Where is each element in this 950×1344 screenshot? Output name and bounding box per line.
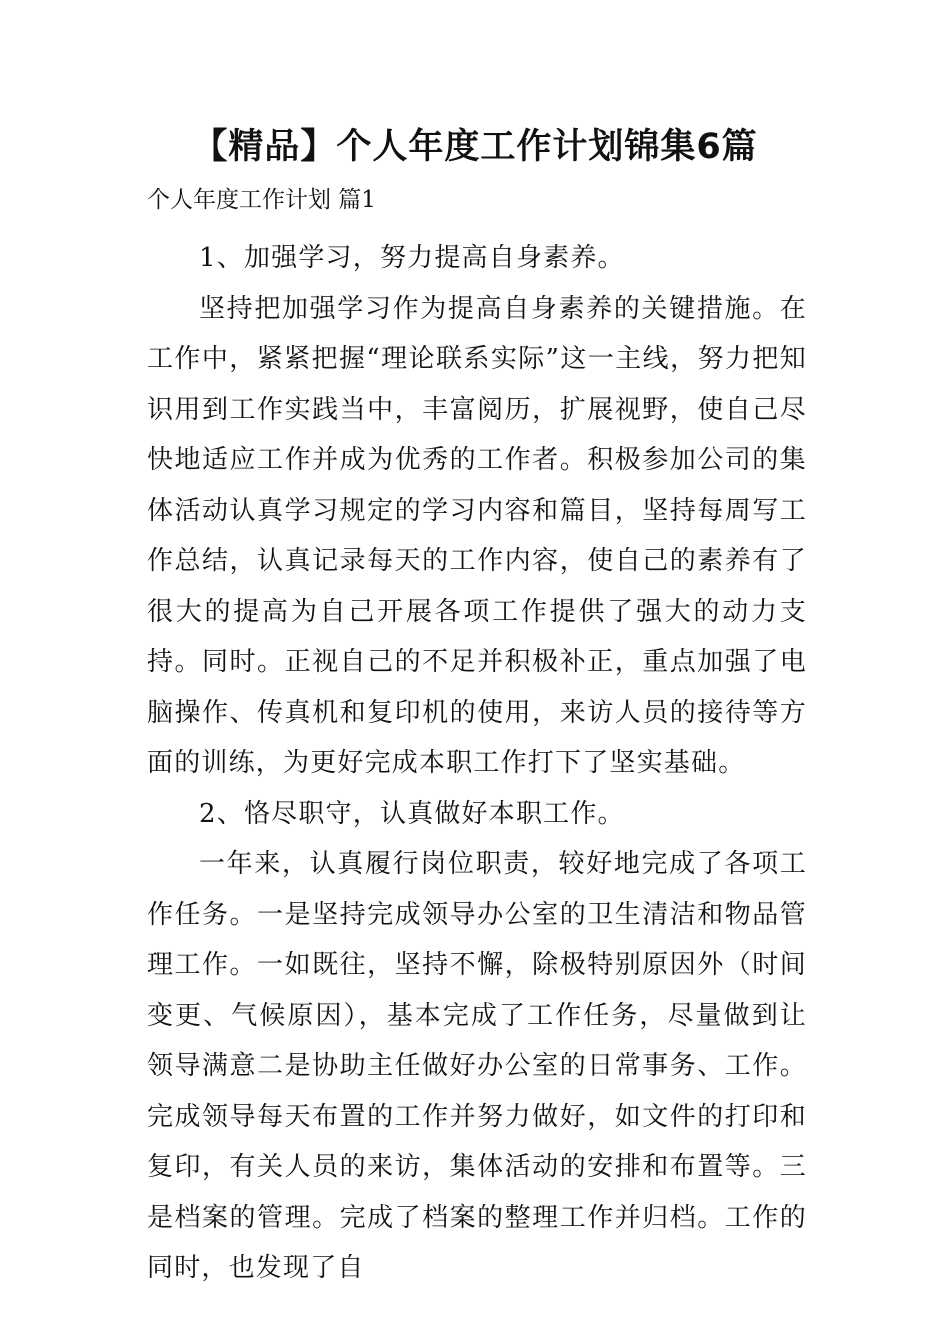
paragraph-heading-2: 2、恪尽职守，认真做好本职工作。 (199, 798, 625, 829)
paragraph-1: 坚持把加强学习作为提高自身素养的关键措施。在工作中，紧紧把握“理论联系实际”这一主线，努力把知识用到工作实践当中，丰富阅历，扩展视野，使自己尽快地适应工作并成为优秀的工作者。积极参加公司的集体活动认真学习规定的学习内容和篇目，坚持每周写工作总结，认真记录每天的工作内容，使自己的素养有了很大的提高为自己开展各项工作提供了强大的动力支持。同时。正视自己的不足并积极补正，重点加强了电脑操作、传真机和复印机的使用，来访人员的接待等方面的训练，为更好完成本职工作打下了坚实基础。 (147, 293, 807, 778)
document-title: 【精品】个人年度工作计划锦集6篇 (192, 127, 758, 167)
section-heading: 个人年度工作计划 篇1 (147, 187, 376, 213)
document-body (147, 233, 807, 1294)
paragraph-2: 一年来，认真履行岗位职责，较好地完成了各项工作任务。一是坚持完成领导办公室的卫生清洁和物品管理工作。一如既往，坚持不懈，除极特别原因外（时间变更、气候原因），基本完成了工作任务，尽量做到让领导满意二是协助主任做好办公室的日常事务、工作。完成领导每天布置的工作并努力做好，如文件的打印和复印，有关人员的来访，集体活动的安排和布置等。三是档案的管理。完成了档案的整理工作并归档。工作的同时，也发现了自 (147, 849, 807, 1283)
paragraph-heading-1: 1、加强学习，努力提高自身素养。 (199, 243, 625, 273)
